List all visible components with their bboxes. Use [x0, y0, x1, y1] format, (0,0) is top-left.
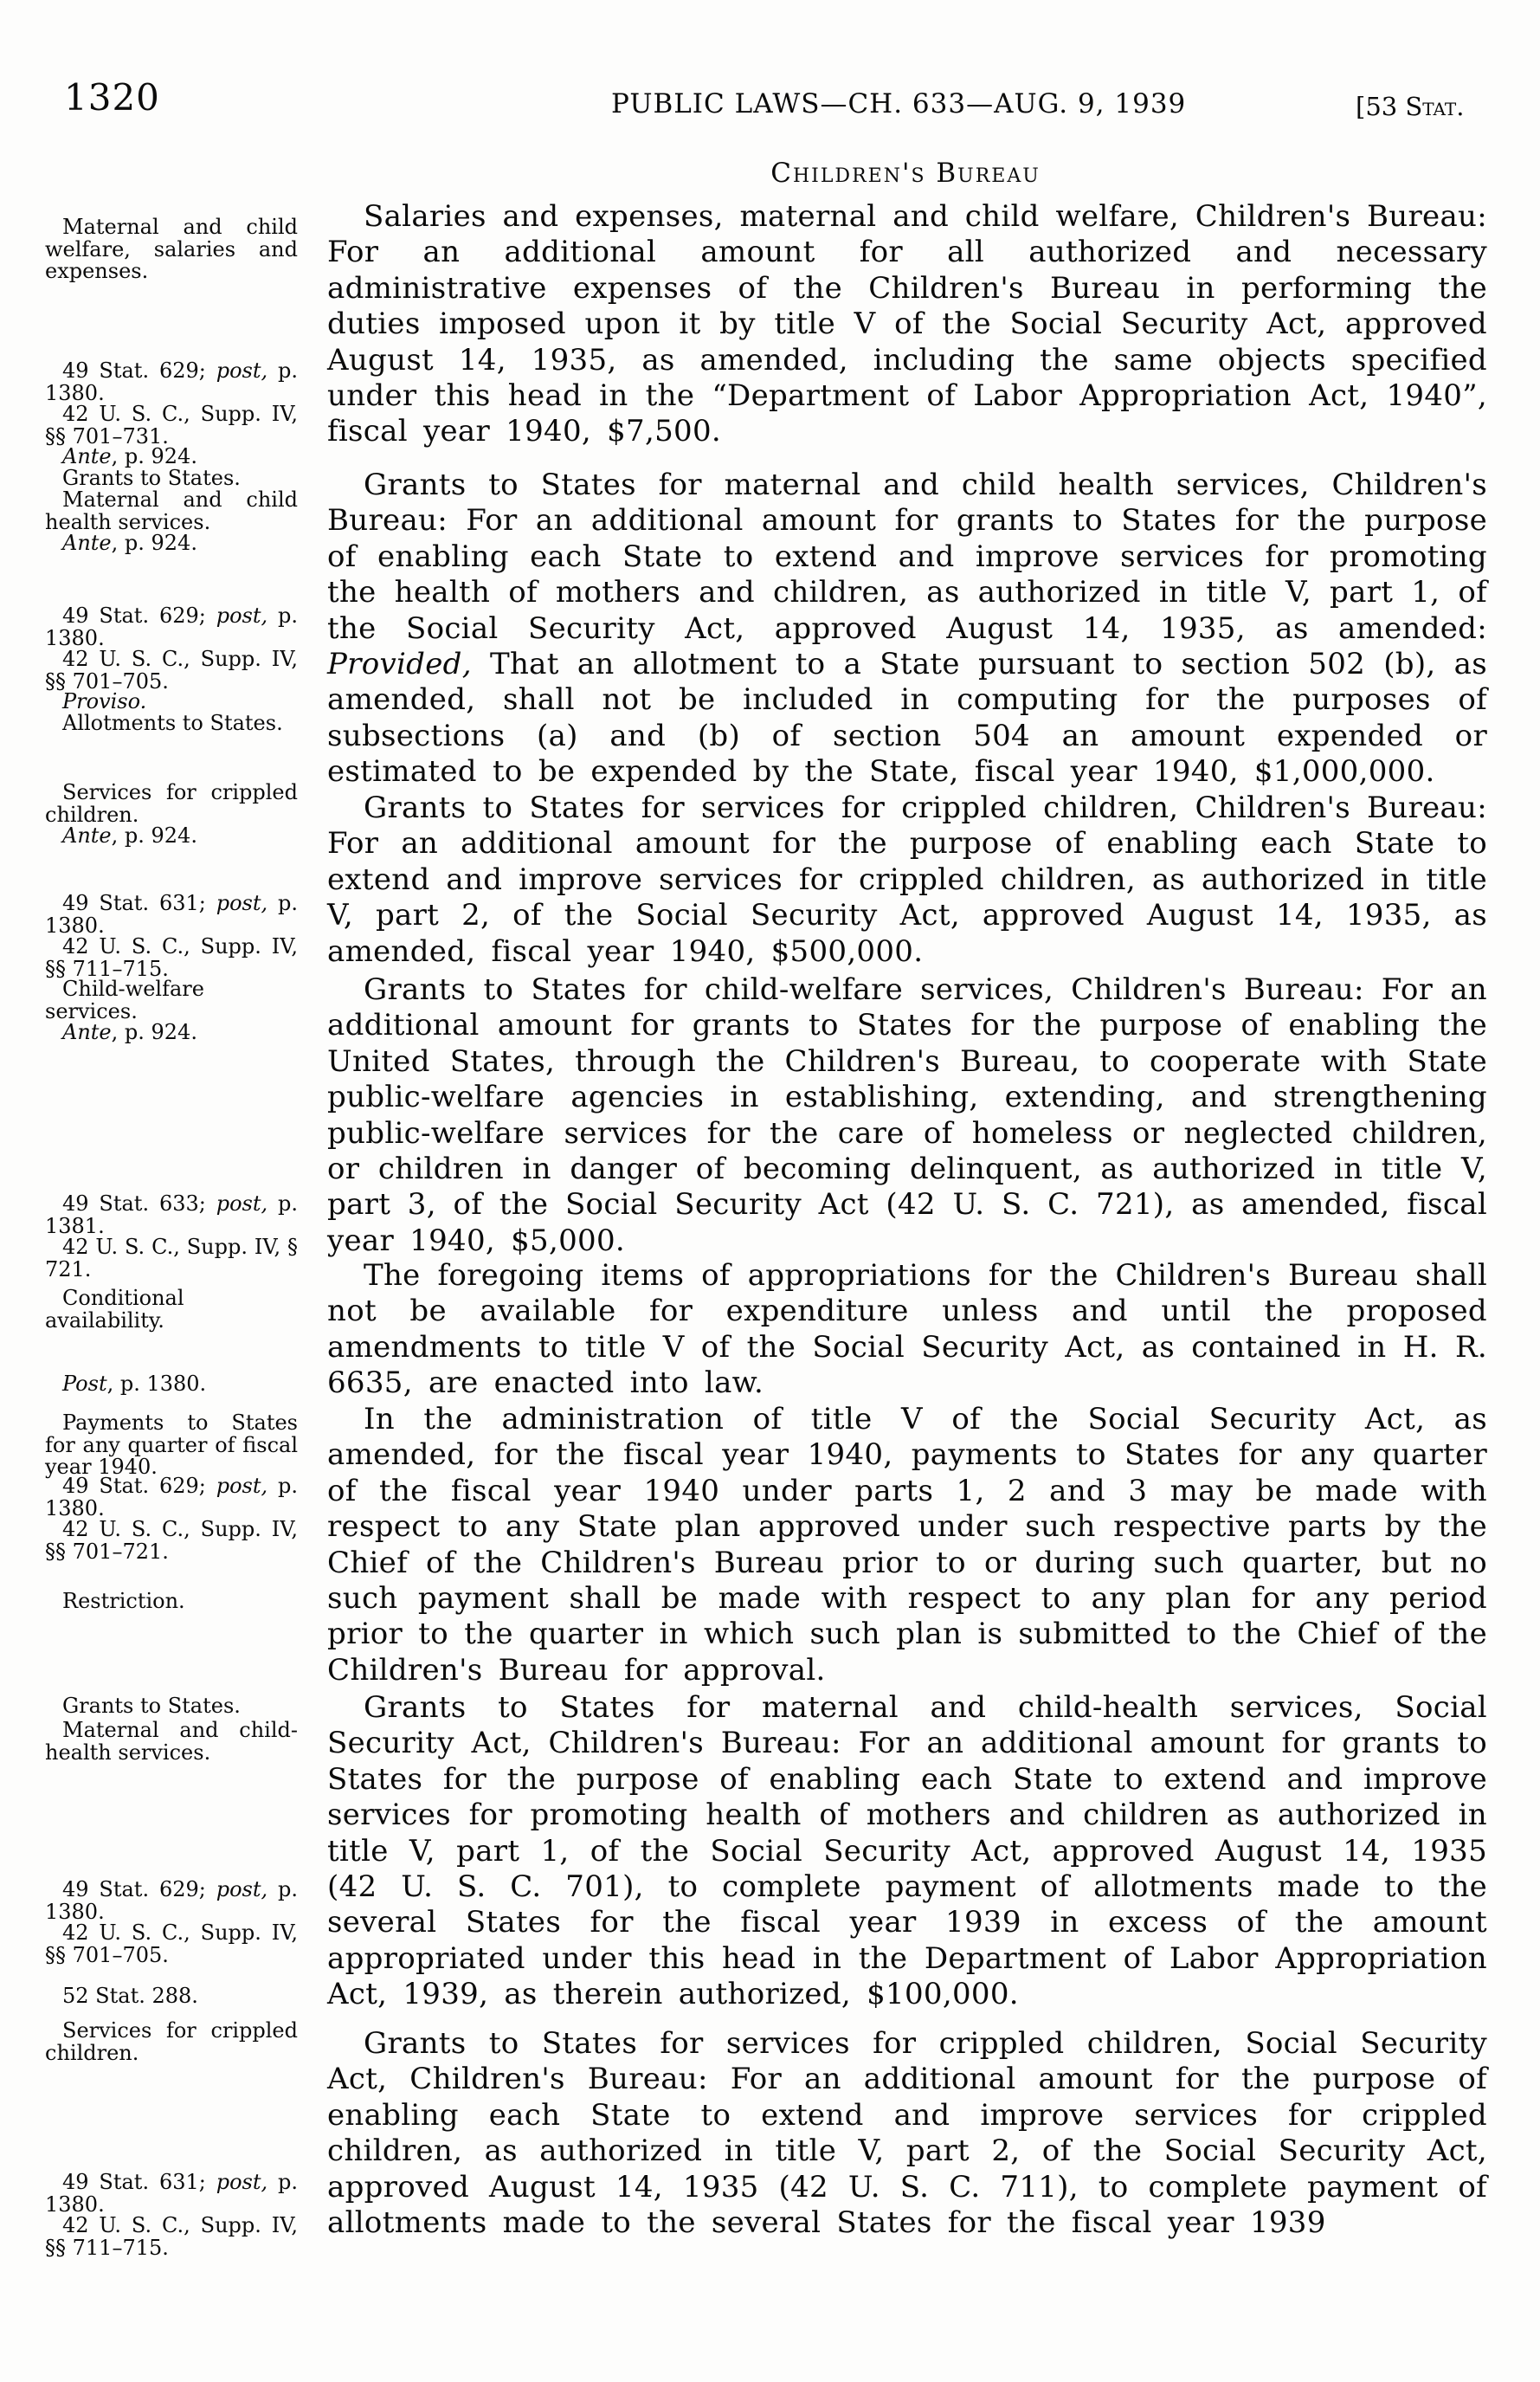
margin-note-text-italic: post,: [216, 1474, 268, 1498]
body-paragraph-text: In the administration of title V of the Social Security Act, as amended, for the fiscal year 1940, payments to States for any quarter of the fiscal year 1940 under parts 1, 2 and 3 may be made with respect to any State plan approved under such respective parts by the Chief of the Children's Bureau prior to or during such quarter, but no such payment shall be made with respect to any plan for any period prior to the quarter in which such plan is submitted to the Chief of the Children's Bureau for approval.: [327, 1402, 1487, 1688]
margin-note-text: Allotments to States.: [62, 711, 283, 735]
page-number: 1320: [64, 76, 160, 119]
body-paragraph: [327, 468, 1487, 791]
margin-note-text: 42 U. S. C., Supp. IV, §§ 711–715.: [45, 934, 298, 981]
body-paragraph-text: Grants to States for services for crippled children, Social Security Act, Children's Bureau: For an additional amount for the purpose of enabling each State to extend and improve services for crippled children, as authorized in title V, part 2, of the Social Security Act, approved August 14, 1935 (42 U. S. C. 711), to complete payment of allotments made to the several States for the fiscal year 1939: [327, 2026, 1487, 2241]
body-paragraph-text-italic: Provided,: [327, 647, 472, 682]
margin-note-text-italic: post,: [216, 604, 268, 628]
margin-note-text: 49 Stat. 629;: [62, 1474, 216, 1498]
margin-note-text: 42 U. S. C., Supp. IV, §§ 711–715.: [45, 2213, 298, 2260]
stat-volume-citation: [53 Stat.: [1356, 92, 1465, 121]
body-paragraph-text: The foregoing items of appropriations for the Children's Bureau shall not be available for expenditure unless and until the proposed amendments to title V of the Social Security Act, as contained in H. R. 6635, are enacted into law.: [327, 1258, 1487, 1401]
margin-note-text: 49 Stat. 629;: [62, 1877, 216, 1901]
margin-note-text: Payments to States for any quarter of fiscal year 1940.: [45, 1410, 298, 1479]
margin-note-text-italic: Post: [62, 1372, 107, 1396]
margin-note-text: p. 1381.: [45, 1191, 298, 1238]
margin-note-text: Maternal and child welfare, salaries and expenses.: [45, 215, 298, 283]
body-paragraph: [327, 199, 1487, 450]
body-paragraph: [327, 2026, 1487, 2241]
margin-note-text-italic: Ante: [62, 1020, 112, 1044]
margin-note-text: , p. 1380.: [106, 1372, 207, 1396]
margin-note-text: 49 Stat. 629;: [62, 358, 216, 383]
margin-note-text: p. 1380.: [45, 891, 298, 938]
margin-note-text-italic: post,: [216, 1191, 268, 1216]
margin-note-text: Grants to States.: [62, 466, 241, 490]
body-paragraph-text: That an allotment to a State pursuant to section 502 (b), as amended, shall not be included in computing for the purposes of subsections (a) and (b) of section 504 an amount expended or estimated to be expended by the State, fiscal year 1940, $1,000,000.: [327, 647, 1487, 790]
margin-note-text-italic: Ante: [62, 444, 112, 468]
margin-note-text: 49 Stat. 633;: [62, 1191, 216, 1216]
section-heading: Children's Bureau: [770, 158, 1041, 189]
margin-note-text: 52 Stat. 288.: [62, 1984, 198, 2008]
body-paragraph-text: Grants to States for maternal and child-health services, Social Security Act, Children's Bureau: For an additional amount for grants to States for the purpose of enabling each State to extend and improve services for promoting health of mothers and children as authorized in title V, part 1, of the Social Security Act, approved August 14, 1935 (42 U. S. C. 701), to complete payment of allotments made to the several States for the fiscal year 1939 in excess of the amount appropriated under this head in the Department of Labor Appropriation Act, 1939, as therein authorized, $100,000.: [327, 1690, 1487, 2012]
margin-note-text: , p. 924.: [111, 823, 197, 848]
margin-note-text: 42 U. S. C., Supp. IV, § 721.: [45, 1235, 298, 1281]
body-paragraph-text: Grants to States for services for crippled children, Children's Bureau: For an additional amount for the purpose of enabling each State to extend and improve services for crippled children, as authorized in title V, part 2, of the Social Security Act, approved August 14, 1935, as amended, fiscal year 1940, $500,000.: [327, 791, 1487, 969]
margin-note-text-italic: Ante: [62, 531, 112, 555]
margin-note-text: 42 U. S. C., Supp. IV, §§ 701–705.: [45, 1920, 298, 1967]
margin-note-text: 42 U. S. C., Supp. IV, §§ 701–731.: [45, 402, 298, 449]
body-paragraph: [327, 972, 1487, 1259]
margin-note-text: p. 1380.: [45, 604, 298, 650]
body-paragraph: [327, 1402, 1487, 1688]
running-title: PUBLIC LAWS—CH. 633—AUG. 9, 1939: [611, 88, 1187, 119]
margin-note-text-italic: post,: [216, 1877, 268, 1901]
margin-note-text: Services for crippled children.: [45, 2018, 298, 2065]
body-paragraph-text: Grants to States for child-welfare services, Children's Bureau: For an additional amount for grants to States for the purpose of enabling the United States, through the Children's Bureau, to cooperate with State public-welfare agencies in establishing, extending, and strengthening public-welfare services for the care of homeless or neglected children, or children in danger of becoming delinquent, as authorized in title V, part 3, of the Social Security Act (42 U. S. C. 721), as amended, fiscal year 1940, $5,000.: [327, 972, 1487, 1258]
margin-note-text: Maternal and child-health services.: [45, 1718, 298, 1765]
margin-note-text: , p. 924.: [111, 531, 197, 555]
margin-note-text: Restriction.: [62, 1589, 185, 1613]
body-paragraph: [327, 791, 1487, 970]
margin-note-text-italic: Ante: [62, 823, 112, 848]
margin-note-text: , p. 924.: [111, 1020, 197, 1044]
margin-note-text: p. 1380.: [45, 358, 298, 405]
margin-note-text: Maternal and child health services.: [45, 487, 298, 534]
body-paragraph-text: Grants to States for maternal and child health services, Children's Bureau: For an additional amount for grants to States for the purpose of enabling each State to extend and improve services for promoting the health of mothers and children, as authorized in title V, part 1, of the Social Security Act, approved August 14, 1935, as amended:: [327, 468, 1487, 646]
margin-note-text: p. 1380.: [45, 2170, 298, 2217]
margin-note-text: 49 Stat. 631;: [62, 891, 216, 915]
margin-note-text: 49 Stat. 629;: [62, 604, 216, 628]
margin-note-text: p. 1380.: [45, 1474, 298, 1520]
body-paragraph: [327, 1258, 1487, 1402]
margin-note-text-italic: post,: [216, 358, 268, 383]
margin-note-text: Grants to States.: [62, 1694, 241, 1718]
margin-note-text: p. 1380.: [45, 1877, 298, 1924]
margin-note-text-italic: Proviso.: [62, 689, 147, 713]
body-paragraph: [327, 1690, 1487, 2013]
margin-note-text-italic: post,: [216, 891, 268, 915]
margin-note-text: 42 U. S. C., Supp. IV, §§ 701–705.: [45, 647, 298, 694]
body-paragraph-text: Salaries and expenses, maternal and child welfare, Children's Bureau: For an additional amount for all authorized and necessary administrative expenses of the Children's Bureau in performing the duties imposed upon it by title V of the Social Security Act, approved August 14, 1935, as amended, including the same objects specified under this head in the “Department of Labor Appropriation Act, 1940”, fiscal year 1940, $7,500.: [327, 199, 1487, 449]
margin-note-text: Child-welfare services.: [45, 977, 204, 1023]
margin-note-text: , p. 924.: [111, 444, 197, 468]
margin-note-text: Conditional availability.: [45, 1286, 184, 1333]
margin-note-text: 42 U. S. C., Supp. IV, §§ 701–721.: [45, 1517, 298, 1564]
margin-note-text: Services for crippled children.: [45, 780, 298, 827]
margin-note-text: 49 Stat. 631;: [62, 2170, 216, 2194]
margin-note-text-italic: post,: [216, 2170, 268, 2194]
